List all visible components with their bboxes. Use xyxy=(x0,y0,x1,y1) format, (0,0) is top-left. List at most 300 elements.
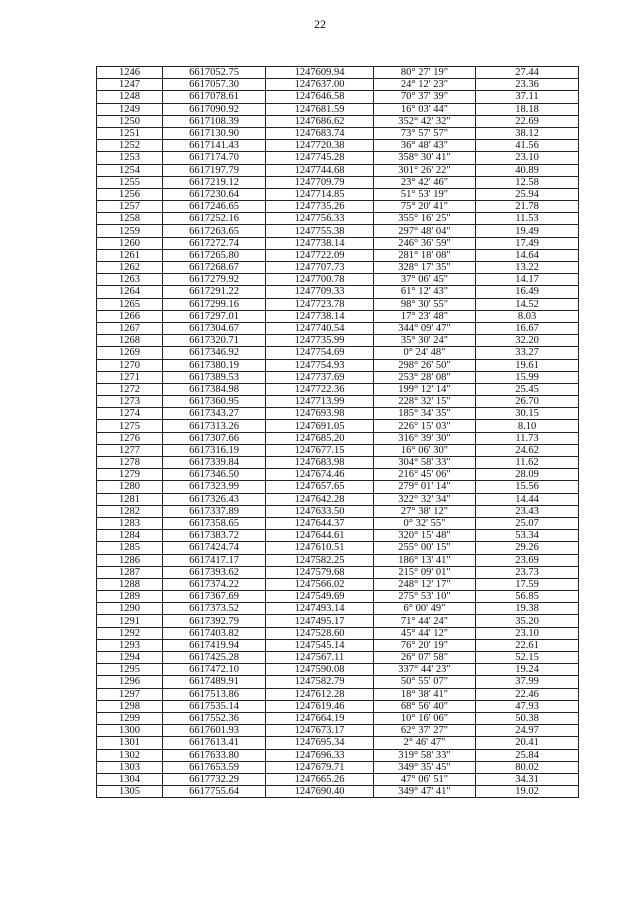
x-coordinate-cell: 6617601.93 xyxy=(163,725,266,737)
bearing-cell: 228° 32' 15" xyxy=(374,396,476,408)
distance-cell: 11.53 xyxy=(476,213,579,225)
point-number-cell: 1266 xyxy=(97,310,163,322)
y-coordinate-cell: 1247690.40 xyxy=(266,786,374,798)
y-coordinate-cell: 1247545.14 xyxy=(266,639,374,651)
table-row xyxy=(97,688,579,700)
distance-cell: 14.52 xyxy=(476,298,579,310)
y-coordinate-cell: 1247495.17 xyxy=(266,615,374,627)
point-number-cell: 1274 xyxy=(97,408,163,420)
x-coordinate-cell: 6617291.22 xyxy=(163,286,266,298)
bearing-cell: 36° 48' 43" xyxy=(374,140,476,152)
x-coordinate-cell: 6617279.92 xyxy=(163,274,266,286)
table-row xyxy=(97,676,579,688)
x-coordinate-cell: 6617337.89 xyxy=(163,505,266,517)
bearing-cell: 216° 45' 06" xyxy=(374,469,476,481)
y-coordinate-cell: 1247737.69 xyxy=(266,371,374,383)
bearing-cell: 349° 47' 41" xyxy=(374,786,476,798)
coordinates-table-body xyxy=(97,67,579,798)
table-row xyxy=(97,786,579,798)
distance-cell: 30.15 xyxy=(476,408,579,420)
distance-cell: 23.10 xyxy=(476,627,579,639)
bearing-cell: 71° 44' 24" xyxy=(374,615,476,627)
point-number-cell: 1254 xyxy=(97,164,163,176)
table-row xyxy=(97,712,579,724)
distance-cell: 19.38 xyxy=(476,603,579,615)
bearing-cell: 281° 18' 08" xyxy=(374,249,476,261)
point-number-cell: 1299 xyxy=(97,712,163,724)
point-number-cell: 1251 xyxy=(97,127,163,139)
x-coordinate-cell: 6617367.69 xyxy=(163,591,266,603)
distance-cell: 17.49 xyxy=(476,237,579,249)
x-coordinate-cell: 6617425.28 xyxy=(163,652,266,664)
point-number-cell: 1286 xyxy=(97,554,163,566)
point-number-cell: 1252 xyxy=(97,140,163,152)
x-coordinate-cell: 6617326.43 xyxy=(163,493,266,505)
point-number-cell: 1278 xyxy=(97,457,163,469)
point-number-cell: 1302 xyxy=(97,749,163,761)
table-row xyxy=(97,127,579,139)
x-coordinate-cell: 6617346.50 xyxy=(163,469,266,481)
point-number-cell: 1255 xyxy=(97,176,163,188)
bearing-cell: 16° 06' 30" xyxy=(374,444,476,456)
coordinates-table xyxy=(96,66,579,798)
distance-cell: 23.73 xyxy=(476,566,579,578)
point-number-cell: 1272 xyxy=(97,383,163,395)
table-row xyxy=(97,481,579,493)
x-coordinate-cell: 6617268.67 xyxy=(163,262,266,274)
bearing-cell: 248° 12' 17" xyxy=(374,578,476,590)
distance-cell: 35.20 xyxy=(476,615,579,627)
y-coordinate-cell: 1247740.54 xyxy=(266,322,374,334)
y-coordinate-cell: 1247644.37 xyxy=(266,517,374,529)
distance-cell: 22.69 xyxy=(476,115,579,127)
distance-cell: 32.20 xyxy=(476,335,579,347)
y-coordinate-cell: 1247657.65 xyxy=(266,481,374,493)
y-coordinate-cell: 1247696.33 xyxy=(266,749,374,761)
table-row xyxy=(97,176,579,188)
distance-cell: 15.56 xyxy=(476,481,579,493)
table-row xyxy=(97,371,579,383)
bearing-cell: 358° 30' 41" xyxy=(374,152,476,164)
table-row xyxy=(97,164,579,176)
distance-cell: 37.99 xyxy=(476,676,579,688)
distance-cell: 34.31 xyxy=(476,773,579,785)
bearing-cell: 322° 32' 34" xyxy=(374,493,476,505)
x-coordinate-cell: 6617219.12 xyxy=(163,176,266,188)
distance-cell: 50.38 xyxy=(476,712,579,724)
distance-cell: 18.18 xyxy=(476,103,579,115)
table-row xyxy=(97,335,579,347)
point-number-cell: 1296 xyxy=(97,676,163,688)
table-row xyxy=(97,249,579,261)
bearing-cell: 18° 38' 41" xyxy=(374,688,476,700)
point-number-cell: 1291 xyxy=(97,615,163,627)
distance-cell: 19.24 xyxy=(476,664,579,676)
bearing-cell: 2° 46' 47" xyxy=(374,737,476,749)
x-coordinate-cell: 6617230.64 xyxy=(163,188,266,200)
distance-cell: 38.12 xyxy=(476,127,579,139)
point-number-cell: 1292 xyxy=(97,627,163,639)
distance-cell: 23.36 xyxy=(476,79,579,91)
point-number-cell: 1268 xyxy=(97,335,163,347)
bearing-cell: 0° 24' 48" xyxy=(374,347,476,359)
bearing-cell: 24° 12' 23" xyxy=(374,79,476,91)
x-coordinate-cell: 6617339.84 xyxy=(163,457,266,469)
page-number: 22 xyxy=(314,17,326,31)
y-coordinate-cell: 1247686.62 xyxy=(266,115,374,127)
x-coordinate-cell: 6617313.26 xyxy=(163,420,266,432)
x-coordinate-cell: 6617304.67 xyxy=(163,322,266,334)
y-coordinate-cell: 1247674.46 xyxy=(266,469,374,481)
x-coordinate-cell: 6617263.65 xyxy=(163,225,266,237)
table-row xyxy=(97,262,579,274)
x-coordinate-cell: 6617078.61 xyxy=(163,91,266,103)
table-row xyxy=(97,554,579,566)
y-coordinate-cell: 1247738.14 xyxy=(266,310,374,322)
y-coordinate-cell: 1247681.59 xyxy=(266,103,374,115)
point-number-cell: 1259 xyxy=(97,225,163,237)
y-coordinate-cell: 1247700.78 xyxy=(266,274,374,286)
y-coordinate-cell: 1247677.15 xyxy=(266,444,374,456)
table-row xyxy=(97,188,579,200)
bearing-cell: 328° 17' 35" xyxy=(374,262,476,274)
point-number-cell: 1305 xyxy=(97,786,163,798)
x-coordinate-cell: 6617535.14 xyxy=(163,700,266,712)
bearing-cell: 337° 44' 23" xyxy=(374,664,476,676)
bearing-cell: 62° 37' 27" xyxy=(374,725,476,737)
y-coordinate-cell: 1247590.08 xyxy=(266,664,374,676)
bearing-cell: 61° 12' 43" xyxy=(374,286,476,298)
bearing-cell: 26° 07' 58" xyxy=(374,652,476,664)
table-row xyxy=(97,396,579,408)
point-number-cell: 1300 xyxy=(97,725,163,737)
table-row xyxy=(97,310,579,322)
distance-cell: 23.43 xyxy=(476,505,579,517)
x-coordinate-cell: 6617653.59 xyxy=(163,761,266,773)
x-coordinate-cell: 6617392.79 xyxy=(163,615,266,627)
distance-cell: 11.73 xyxy=(476,432,579,444)
x-coordinate-cell: 6617403.82 xyxy=(163,627,266,639)
y-coordinate-cell: 1247709.33 xyxy=(266,286,374,298)
table-row xyxy=(97,347,579,359)
x-coordinate-cell: 6617090.92 xyxy=(163,103,266,115)
distance-cell: 52.15 xyxy=(476,652,579,664)
y-coordinate-cell: 1247709.79 xyxy=(266,176,374,188)
table-row xyxy=(97,408,579,420)
x-coordinate-cell: 6617346.92 xyxy=(163,347,266,359)
x-coordinate-cell: 6617755.64 xyxy=(163,786,266,798)
table-row xyxy=(97,432,579,444)
x-coordinate-cell: 6617383.72 xyxy=(163,530,266,542)
y-coordinate-cell: 1247707.73 xyxy=(266,262,374,274)
bearing-cell: 279° 01' 14" xyxy=(374,481,476,493)
bearing-cell: 10° 16' 06" xyxy=(374,712,476,724)
table-row xyxy=(97,578,579,590)
distance-cell: 16.49 xyxy=(476,286,579,298)
y-coordinate-cell: 1247754.69 xyxy=(266,347,374,359)
point-number-cell: 1294 xyxy=(97,652,163,664)
distance-cell: 22.46 xyxy=(476,688,579,700)
table-row xyxy=(97,225,579,237)
bearing-cell: 255° 00' 15" xyxy=(374,542,476,554)
table-row xyxy=(97,274,579,286)
table-row xyxy=(97,591,579,603)
bearing-cell: 0° 32' 55" xyxy=(374,517,476,529)
x-coordinate-cell: 6617419.94 xyxy=(163,639,266,651)
distance-cell: 37.11 xyxy=(476,91,579,103)
y-coordinate-cell: 1247665.26 xyxy=(266,773,374,785)
bearing-cell: 349° 35' 45" xyxy=(374,761,476,773)
y-coordinate-cell: 1247679.71 xyxy=(266,761,374,773)
table-row xyxy=(97,67,579,79)
y-coordinate-cell: 1247582.25 xyxy=(266,554,374,566)
y-coordinate-cell: 1247683.74 xyxy=(266,127,374,139)
y-coordinate-cell: 1247642.28 xyxy=(266,493,374,505)
x-coordinate-cell: 6617246.65 xyxy=(163,201,266,213)
distance-cell: 80.02 xyxy=(476,761,579,773)
distance-cell: 20.41 xyxy=(476,737,579,749)
point-number-cell: 1297 xyxy=(97,688,163,700)
y-coordinate-cell: 1247745.28 xyxy=(266,152,374,164)
x-coordinate-cell: 6617307.66 xyxy=(163,432,266,444)
distance-cell: 14.17 xyxy=(476,274,579,286)
x-coordinate-cell: 6617272.74 xyxy=(163,237,266,249)
y-coordinate-cell: 1247582.79 xyxy=(266,676,374,688)
bearing-cell: 51° 53' 19" xyxy=(374,188,476,200)
x-coordinate-cell: 6617316.19 xyxy=(163,444,266,456)
point-number-cell: 1287 xyxy=(97,566,163,578)
distance-cell: 23.10 xyxy=(476,152,579,164)
y-coordinate-cell: 1247633.50 xyxy=(266,505,374,517)
x-coordinate-cell: 6617732.29 xyxy=(163,773,266,785)
distance-cell: 28.09 xyxy=(476,469,579,481)
table-row xyxy=(97,383,579,395)
bearing-cell: 304° 58' 33" xyxy=(374,457,476,469)
y-coordinate-cell: 1247738.14 xyxy=(266,237,374,249)
bearing-cell: 352° 42' 32" xyxy=(374,115,476,127)
x-coordinate-cell: 6617057.30 xyxy=(163,79,266,91)
x-coordinate-cell: 6617197.79 xyxy=(163,164,266,176)
point-number-cell: 1303 xyxy=(97,761,163,773)
y-coordinate-cell: 1247720.38 xyxy=(266,140,374,152)
x-coordinate-cell: 6617384.98 xyxy=(163,383,266,395)
x-coordinate-cell: 6617552.36 xyxy=(163,712,266,724)
bearing-cell: 16° 03' 44" xyxy=(374,103,476,115)
point-number-cell: 1283 xyxy=(97,517,163,529)
y-coordinate-cell: 1247755.38 xyxy=(266,225,374,237)
distance-cell: 33.27 xyxy=(476,347,579,359)
x-coordinate-cell: 6617174.70 xyxy=(163,152,266,164)
bearing-cell: 35° 30' 24" xyxy=(374,335,476,347)
distance-cell: 19.49 xyxy=(476,225,579,237)
table-row xyxy=(97,359,579,371)
distance-cell: 14.64 xyxy=(476,249,579,261)
y-coordinate-cell: 1247644.61 xyxy=(266,530,374,542)
point-number-cell: 1301 xyxy=(97,737,163,749)
x-coordinate-cell: 6617424.74 xyxy=(163,542,266,554)
table-row xyxy=(97,457,579,469)
bearing-cell: 298° 26' 50" xyxy=(374,359,476,371)
distance-cell: 19.02 xyxy=(476,786,579,798)
distance-cell: 19.61 xyxy=(476,359,579,371)
bearing-cell: 37° 06' 45" xyxy=(374,274,476,286)
y-coordinate-cell: 1247695.34 xyxy=(266,737,374,749)
y-coordinate-cell: 1247683.98 xyxy=(266,457,374,469)
bearing-cell: 47° 06' 51" xyxy=(374,773,476,785)
distance-cell: 17.59 xyxy=(476,578,579,590)
bearing-cell: 226° 15' 03" xyxy=(374,420,476,432)
x-coordinate-cell: 6617358.65 xyxy=(163,517,266,529)
x-coordinate-cell: 6617633.80 xyxy=(163,749,266,761)
x-coordinate-cell: 6617108.39 xyxy=(163,115,266,127)
bearing-cell: 320° 15' 48" xyxy=(374,530,476,542)
x-coordinate-cell: 6617389.53 xyxy=(163,371,266,383)
table-row xyxy=(97,201,579,213)
point-number-cell: 1261 xyxy=(97,249,163,261)
distance-cell: 26.70 xyxy=(476,396,579,408)
bearing-cell: 297° 48' 04" xyxy=(374,225,476,237)
x-coordinate-cell: 6617374.22 xyxy=(163,578,266,590)
point-number-cell: 1262 xyxy=(97,262,163,274)
bearing-cell: 70° 37' 39" xyxy=(374,91,476,103)
y-coordinate-cell: 1247609.94 xyxy=(266,67,374,79)
table-row xyxy=(97,79,579,91)
table-row xyxy=(97,237,579,249)
table-row xyxy=(97,298,579,310)
point-number-cell: 1270 xyxy=(97,359,163,371)
point-number-cell: 1253 xyxy=(97,152,163,164)
x-coordinate-cell: 6617252.16 xyxy=(163,213,266,225)
bearing-cell: 199° 12' 14" xyxy=(374,383,476,395)
distance-cell: 21.78 xyxy=(476,201,579,213)
point-number-cell: 1279 xyxy=(97,469,163,481)
bearing-cell: 344° 09' 47" xyxy=(374,322,476,334)
point-number-cell: 1260 xyxy=(97,237,163,249)
point-number-cell: 1269 xyxy=(97,347,163,359)
distance-cell: 29.26 xyxy=(476,542,579,554)
y-coordinate-cell: 1247693.98 xyxy=(266,408,374,420)
table-row xyxy=(97,652,579,664)
table-row xyxy=(97,749,579,761)
x-coordinate-cell: 6617373.52 xyxy=(163,603,266,615)
bearing-cell: 68° 56' 40" xyxy=(374,700,476,712)
bearing-cell: 246° 36' 59" xyxy=(374,237,476,249)
bearing-cell: 27° 38' 12" xyxy=(374,505,476,517)
y-coordinate-cell: 1247713.99 xyxy=(266,396,374,408)
bearing-cell: 186° 13' 41" xyxy=(374,554,476,566)
y-coordinate-cell: 1247646.58 xyxy=(266,91,374,103)
point-number-cell: 1276 xyxy=(97,432,163,444)
distance-cell: 41.56 xyxy=(476,140,579,152)
point-number-cell: 1288 xyxy=(97,578,163,590)
distance-cell: 8.03 xyxy=(476,310,579,322)
bearing-cell: 23° 42' 46" xyxy=(374,176,476,188)
bearing-cell: 319° 58' 33" xyxy=(374,749,476,761)
distance-cell: 14.44 xyxy=(476,493,579,505)
distance-cell: 25.45 xyxy=(476,383,579,395)
bearing-cell: 6° 00' 49" xyxy=(374,603,476,615)
distance-cell: 15.99 xyxy=(476,371,579,383)
table-row xyxy=(97,103,579,115)
y-coordinate-cell: 1247691.05 xyxy=(266,420,374,432)
x-coordinate-cell: 6617130.90 xyxy=(163,127,266,139)
bearing-cell: 17° 23' 48" xyxy=(374,310,476,322)
bearing-cell: 301° 26' 22" xyxy=(374,164,476,176)
distance-cell: 47.93 xyxy=(476,700,579,712)
x-coordinate-cell: 6617052.75 xyxy=(163,67,266,79)
point-number-cell: 1289 xyxy=(97,591,163,603)
table-row xyxy=(97,444,579,456)
table-row xyxy=(97,530,579,542)
bearing-cell: 80° 27' 19" xyxy=(374,67,476,79)
bearing-cell: 215° 09' 01" xyxy=(374,566,476,578)
table-row xyxy=(97,469,579,481)
x-coordinate-cell: 6617360.95 xyxy=(163,396,266,408)
y-coordinate-cell: 1247493.14 xyxy=(266,603,374,615)
bearing-cell: 185° 34' 35" xyxy=(374,408,476,420)
y-coordinate-cell: 1247566.02 xyxy=(266,578,374,590)
y-coordinate-cell: 1247714.85 xyxy=(266,188,374,200)
y-coordinate-cell: 1247549.69 xyxy=(266,591,374,603)
distance-cell: 56.85 xyxy=(476,591,579,603)
point-number-cell: 1284 xyxy=(97,530,163,542)
y-coordinate-cell: 1247567.11 xyxy=(266,652,374,664)
table-row xyxy=(97,542,579,554)
y-coordinate-cell: 1247685.20 xyxy=(266,432,374,444)
distance-cell: 16.67 xyxy=(476,322,579,334)
x-coordinate-cell: 6617323.99 xyxy=(163,481,266,493)
y-coordinate-cell: 1247722.09 xyxy=(266,249,374,261)
point-number-cell: 1277 xyxy=(97,444,163,456)
point-number-cell: 1281 xyxy=(97,493,163,505)
distance-cell: 25.84 xyxy=(476,749,579,761)
bearing-cell: 76° 20' 19" xyxy=(374,639,476,651)
point-number-cell: 1298 xyxy=(97,700,163,712)
point-number-cell: 1295 xyxy=(97,664,163,676)
bearing-cell: 73° 57' 57" xyxy=(374,127,476,139)
point-number-cell: 1304 xyxy=(97,773,163,785)
y-coordinate-cell: 1247735.26 xyxy=(266,201,374,213)
table-row xyxy=(97,115,579,127)
y-coordinate-cell: 1247664.19 xyxy=(266,712,374,724)
x-coordinate-cell: 6617141.43 xyxy=(163,140,266,152)
point-number-cell: 1256 xyxy=(97,188,163,200)
y-coordinate-cell: 1247673.17 xyxy=(266,725,374,737)
y-coordinate-cell: 1247612.28 xyxy=(266,688,374,700)
point-number-cell: 1282 xyxy=(97,505,163,517)
point-number-cell: 1258 xyxy=(97,213,163,225)
table-row xyxy=(97,322,579,334)
bearing-cell: 50° 55' 07" xyxy=(374,676,476,688)
point-number-cell: 1290 xyxy=(97,603,163,615)
x-coordinate-cell: 6617472.10 xyxy=(163,664,266,676)
distance-cell: 53.34 xyxy=(476,530,579,542)
table-row xyxy=(97,140,579,152)
x-coordinate-cell: 6617297.01 xyxy=(163,310,266,322)
point-number-cell: 1275 xyxy=(97,420,163,432)
point-number-cell: 1264 xyxy=(97,286,163,298)
y-coordinate-cell: 1247756.33 xyxy=(266,213,374,225)
distance-cell: 23.69 xyxy=(476,554,579,566)
table-row xyxy=(97,639,579,651)
point-number-cell: 1246 xyxy=(97,67,163,79)
distance-cell: 13.22 xyxy=(476,262,579,274)
bearing-cell: 98° 30' 55" xyxy=(374,298,476,310)
point-number-cell: 1280 xyxy=(97,481,163,493)
y-coordinate-cell: 1247735.99 xyxy=(266,335,374,347)
table-row xyxy=(97,615,579,627)
table-row xyxy=(97,213,579,225)
